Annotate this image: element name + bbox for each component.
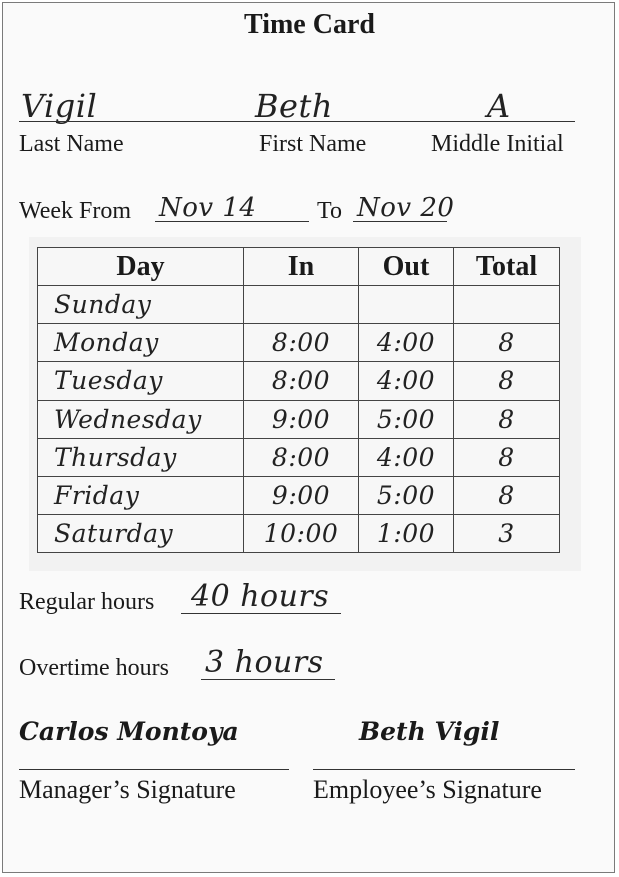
manager-signature-value: Carlos Montoya bbox=[19, 717, 239, 746]
in-cell[interactable]: 8:00 bbox=[244, 362, 359, 400]
in-cell[interactable]: 9:00 bbox=[244, 400, 359, 438]
out-cell[interactable]: 5:00 bbox=[359, 476, 454, 514]
total-cell[interactable]: 3 bbox=[454, 515, 560, 553]
overtime-hours-value[interactable]: 3 hours bbox=[205, 645, 324, 680]
header-day: Day bbox=[38, 248, 244, 286]
name-underline bbox=[19, 121, 575, 122]
out-cell[interactable]: 4:00 bbox=[359, 362, 454, 400]
table-row bbox=[38, 400, 560, 438]
total-cell[interactable] bbox=[454, 286, 560, 324]
day-cell: Thursday bbox=[38, 438, 244, 476]
regular-hours-value[interactable]: 40 hours bbox=[191, 579, 330, 614]
out-cell[interactable] bbox=[359, 286, 454, 324]
week-from-label: Week From bbox=[19, 198, 132, 224]
table-row bbox=[38, 438, 560, 476]
employee-signature-label: Employee’s Signature bbox=[313, 775, 542, 804]
in-cell[interactable]: 10:00 bbox=[244, 515, 359, 553]
day-cell: Saturday bbox=[38, 515, 244, 553]
table-row bbox=[38, 515, 560, 553]
manager-signature-label: Manager’s Signature bbox=[19, 775, 236, 804]
week-to-value[interactable]: Nov 20 bbox=[357, 193, 455, 223]
table-row bbox=[38, 324, 560, 362]
header-out: Out bbox=[359, 248, 454, 286]
out-cell[interactable]: 1:00 bbox=[359, 515, 454, 553]
week-to-label: To bbox=[317, 198, 342, 224]
week-to-underline bbox=[353, 221, 447, 222]
regular-hours-label: Regular hours bbox=[19, 589, 155, 615]
regular-hours-underline bbox=[181, 613, 341, 614]
in-cell[interactable]: 8:00 bbox=[244, 438, 359, 476]
table-row bbox=[38, 362, 560, 400]
in-cell[interactable]: 8:00 bbox=[244, 324, 359, 362]
week-from-value[interactable]: Nov 14 bbox=[159, 193, 257, 223]
total-cell[interactable]: 8 bbox=[454, 362, 560, 400]
manager-signature-line bbox=[19, 769, 289, 770]
first-name-label: First Name bbox=[259, 131, 367, 157]
first-name-value[interactable]: Beth bbox=[255, 87, 333, 125]
middle-initial-label: Middle Initial bbox=[431, 131, 564, 157]
employee-signature-line bbox=[313, 769, 575, 770]
last-name-value[interactable]: Vigil bbox=[21, 87, 98, 125]
total-cell[interactable]: 8 bbox=[454, 438, 560, 476]
table-row bbox=[38, 286, 560, 324]
total-cell[interactable]: 8 bbox=[454, 324, 560, 362]
day-cell: Monday bbox=[38, 324, 244, 362]
table-header-row bbox=[38, 248, 560, 286]
total-cell[interactable]: 8 bbox=[454, 400, 560, 438]
middle-initial-value[interactable]: A bbox=[487, 87, 511, 125]
overtime-hours-underline bbox=[201, 679, 335, 680]
out-cell[interactable]: 4:00 bbox=[359, 324, 454, 362]
hours-table-panel bbox=[29, 237, 581, 571]
employee-signature-value: Beth Vigil bbox=[359, 717, 500, 746]
week-from-underline bbox=[155, 221, 309, 222]
header-in: In bbox=[244, 248, 359, 286]
in-cell[interactable]: 9:00 bbox=[244, 476, 359, 514]
out-cell[interactable]: 4:00 bbox=[359, 438, 454, 476]
day-cell: Sunday bbox=[38, 286, 244, 324]
day-cell: Wednesday bbox=[38, 400, 244, 438]
last-name-label: Last Name bbox=[19, 131, 124, 157]
overtime-hours-label: Overtime hours bbox=[19, 655, 169, 681]
in-cell[interactable] bbox=[244, 286, 359, 324]
day-cell: Tuesday bbox=[38, 362, 244, 400]
hours-table bbox=[37, 247, 560, 553]
header-total: Total bbox=[454, 248, 560, 286]
out-cell[interactable]: 5:00 bbox=[359, 400, 454, 438]
day-cell: Friday bbox=[38, 476, 244, 514]
card-title: Time Card bbox=[244, 9, 375, 40]
total-cell[interactable]: 8 bbox=[454, 476, 560, 514]
table-row bbox=[38, 476, 560, 514]
time-card bbox=[2, 2, 615, 873]
